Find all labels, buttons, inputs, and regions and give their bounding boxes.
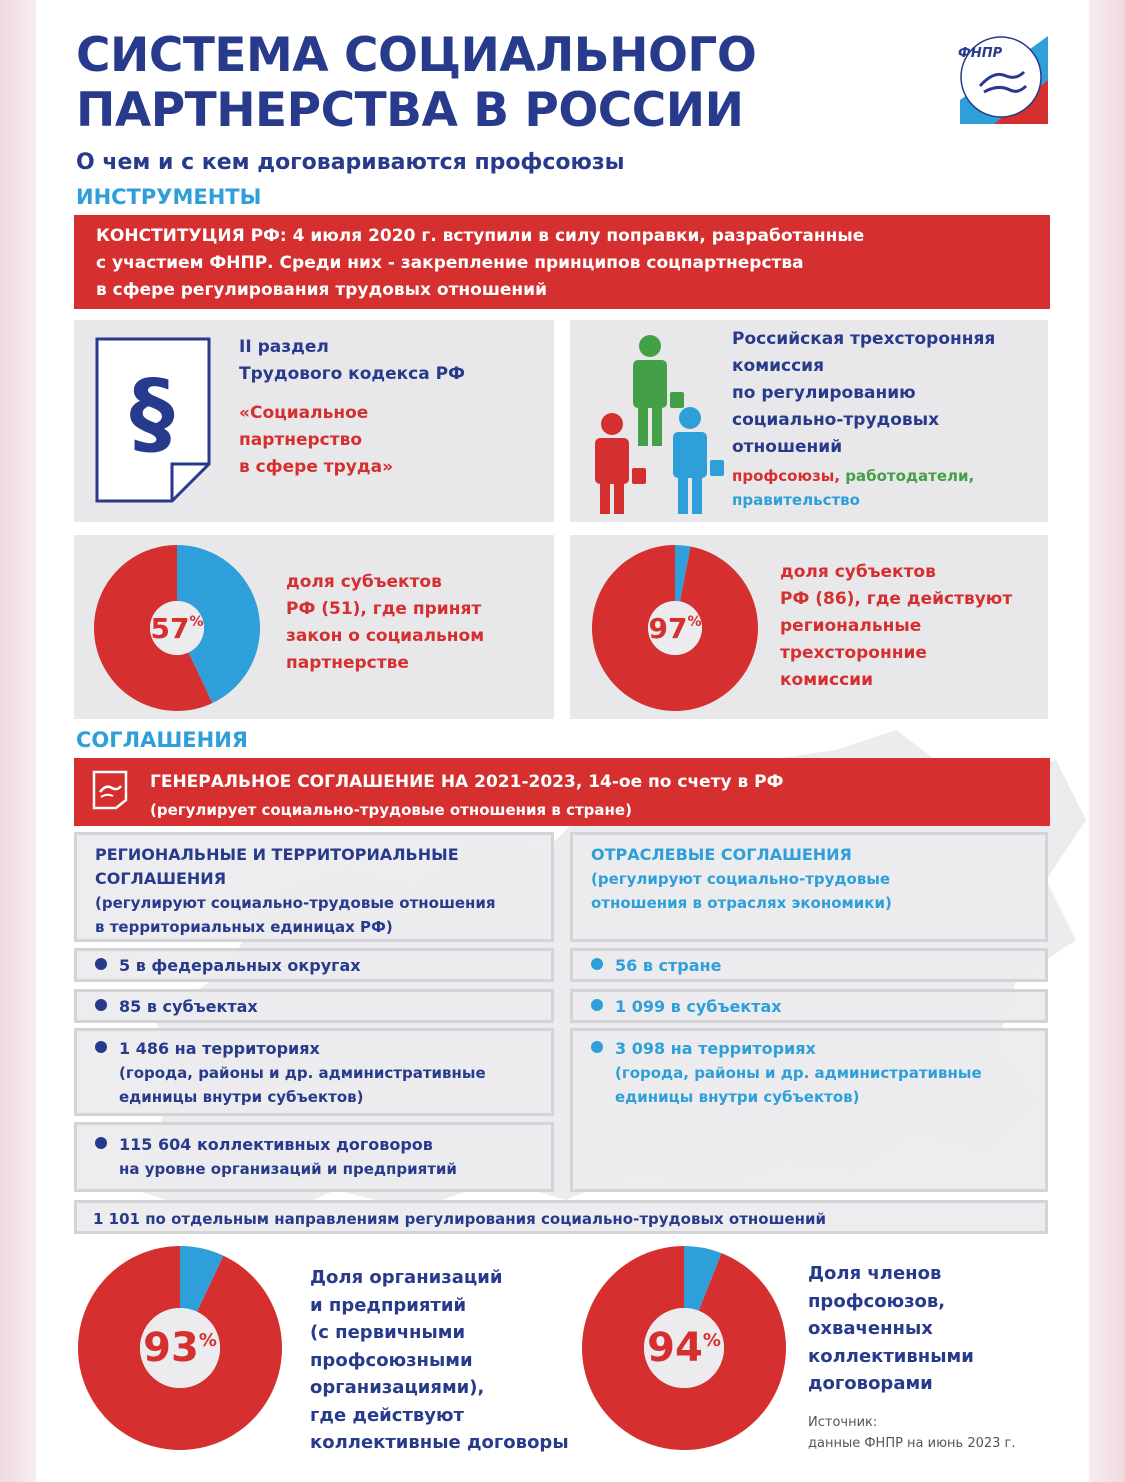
sectoral-item-2-text: 1 099 в субъектах [615,997,782,1016]
page-title [76,28,836,138]
constitution-banner [74,215,1050,309]
donut-94-line-5: договорами [808,1373,933,1394]
section-symbol: § [129,361,175,466]
sectoral-note-1: (регулируют социально-трудовые [591,870,891,888]
donut-94-line-4: коллективными [808,1345,974,1367]
donut-57-line-2: РФ (51), где принят [286,599,482,619]
labor-code-quote [239,400,393,481]
sectoral-item-2 [570,989,1048,1023]
donut-57-line-4: партнерстве [286,653,409,673]
party-employers: работодатели [845,467,969,485]
sectoral-note-2: отношения в отраслях экономики) [591,894,892,912]
donut-97-pct: % [687,614,702,630]
donut-57-pct: % [189,614,204,630]
page-subtitle: О чем и с кем договариваются профсоюзы [76,150,625,175]
regional-item-3-note-1: (города, районы и др. административные [119,1064,486,1082]
sectoral-item-3-text: 3 098 на территориях [615,1039,816,1058]
donut-93-line-1: Доля организаций [310,1267,503,1288]
labor-code-line-1: II раздел [239,337,329,357]
agreements-heading: СОГЛАШЕНИЯ [76,728,248,752]
donut-57-value: 57 [150,611,190,645]
commission-card [570,320,1048,522]
bullet-icon [95,1137,107,1149]
donut-93-value: 93 [143,1325,199,1371]
general-agreement-line-2: (регулирует социально-трудовые отношения в стране) [150,801,632,819]
donut-97-label [592,545,758,711]
bullet-icon [591,999,603,1011]
regional-item-1-text: 5 в федеральных округах [119,956,361,975]
donut-97-line-4: трехсторонние [780,643,927,663]
regional-item-4-text: 115 604 коллективных договоров [119,1135,433,1154]
title-line-2: ПАРТНЕРСТВА В РОССИИ [76,83,744,138]
infographic-sheet [36,0,1089,1482]
right-background [1089,0,1125,1482]
quote-line-2: партнерство [239,430,363,450]
labor-code-card [74,320,554,522]
logo-abbr: ФНПР [958,46,1003,61]
regional-item-2 [74,989,554,1023]
donut-93-line-2: и предприятий [310,1294,467,1316]
quote-line-3: в сфере труда» [239,457,394,477]
donut-93-pct: % [198,1329,217,1351]
general-agreement-line-1: ГЕНЕРАЛЬНОЕ СОГЛАШЕНИЕ НА 2021-2023, 14-ое по счету в РФ [150,772,784,792]
donut-97-value: 97 [648,611,688,645]
commission-line-4: социально-трудовых [732,410,940,430]
regional-item-3-text: 1 486 на территориях [119,1039,320,1058]
donut-93-line-7: коллективные договоры [310,1432,569,1453]
donut-94-caption [808,1260,974,1398]
donut-94-line-2: профсоюзов, [808,1290,946,1312]
donut-97-line-3: региональные [780,616,922,636]
regional-item-4 [74,1122,554,1192]
general-agreement-text [150,768,784,824]
separate-directions-text: 1 101 по отдельным направлениям регулирования социально-трудовых отношений [93,1210,827,1228]
sectoral-item-3-note-1: (города, районы и др. административные [615,1064,982,1082]
regional-item-3-note-2: единицы внутри субъектов) [119,1088,364,1106]
regional-title-2: СОГЛАШЕНИЯ [95,869,227,888]
donut-93-caption [310,1264,569,1457]
labor-code-title [239,334,465,388]
three-people-icon [588,332,728,517]
left-background [0,0,36,1482]
party-comma-2: , [968,467,975,485]
sectoral-item-1-text: 56 в стране [615,956,722,975]
bullet-icon [95,999,107,1011]
labor-code-line-2: Трудового кодекса РФ [239,364,465,384]
sectoral-item-3-note-2: единицы внутри субъектов) [615,1088,860,1106]
donut-93-line-3: (с первичными [310,1322,466,1343]
commission-line-5: отношений [732,437,843,457]
regional-item-4-note: на уровне организаций и предприятий [119,1160,457,1178]
regional-note-1: (регулируют социально-трудовые отношения [95,894,496,912]
bullet-icon [591,958,603,970]
party-unions: профсоюзы [732,467,835,485]
party-government: правительство [732,491,860,509]
commission-line-1: Российская трехсторонняя [732,329,996,349]
constitution-line-2: с участием ФНПР. Среди них - закрепление принципов соцпартнерства [96,253,804,273]
regional-item-3 [74,1028,554,1116]
commission-parties [732,464,974,512]
donut-57-label [94,545,260,711]
general-agreement-banner [74,758,1050,826]
sectoral-item-3 [570,1028,1048,1192]
regional-title-1: РЕГИОНАЛЬНЫЕ И ТЕРРИТОРИАЛЬНЫЕ [95,845,459,864]
donut-94-label [582,1246,786,1450]
donut-93-line-4: профсоюзными [310,1349,473,1371]
constitution-line-1: КОНСТИТУЦИЯ РФ: 4 июля 2020 г. вступили в силу поправки, разработанные [96,226,865,246]
commission-line-3: по регулированию [732,383,916,403]
donut-97-line-5: комиссии [780,670,874,690]
separate-directions-bar [74,1200,1048,1234]
donut-97-card [570,535,1048,719]
donut-94-line-1: Доля членов [808,1263,942,1284]
donut-94-line-3: охваченных [808,1318,933,1339]
commission-title [732,326,995,461]
fnpr-logo [954,30,1048,124]
commission-line-2: комиссия [732,356,825,376]
party-comma-1: , [834,467,841,485]
donut-57-caption [286,569,484,677]
donut-57-line-1: доля субъектов [286,572,442,592]
donut-57-card [74,535,554,719]
handshake-icon [954,30,1048,124]
source-note [808,1412,1016,1454]
quote-line-1: «Социальное [239,403,369,423]
handshake-document-icon [92,770,128,810]
donut-93-label [78,1246,282,1450]
donut-93-line-5: организациями), [310,1377,485,1398]
sectoral-title-1: ОТРАСЛЕВЫЕ СОГЛАШЕНИЯ [591,845,852,864]
title-line-1: СИСТЕМА СОЦИАЛЬНОГО [76,28,757,83]
regional-header [74,832,554,942]
donut-97-caption [780,559,1012,694]
employer-person-icon [633,335,684,446]
bullet-icon [591,1041,603,1053]
regional-item-2-text: 85 в субъектах [119,997,258,1016]
instruments-heading: ИНСТРУМЕНТЫ [76,185,262,209]
constitution-line-3: в сфере регулирования трудовых отношений [96,280,547,300]
donut-57-line-3: закон о социальном [286,626,485,646]
donut-93-line-6: где действуют [310,1404,464,1426]
regional-item-1 [74,948,554,982]
sectoral-header [570,832,1048,942]
source-label: Источник: [808,1415,878,1430]
bullet-icon [95,1041,107,1053]
section-sign-document-icon [94,336,212,504]
donut-94-value: 94 [647,1325,703,1371]
source-text: данные ФНПР на июнь 2023 г. [808,1436,1016,1451]
government-person-icon [673,407,724,514]
donut-94-pct: % [702,1329,721,1351]
regional-note-2: в территориальных единицах РФ) [95,918,393,936]
donut-97-line-2: РФ (86), где действуют [780,589,1013,609]
donut-97-line-1: доля субъектов [780,562,936,582]
bullet-icon [95,958,107,970]
sectoral-item-1 [570,948,1048,982]
